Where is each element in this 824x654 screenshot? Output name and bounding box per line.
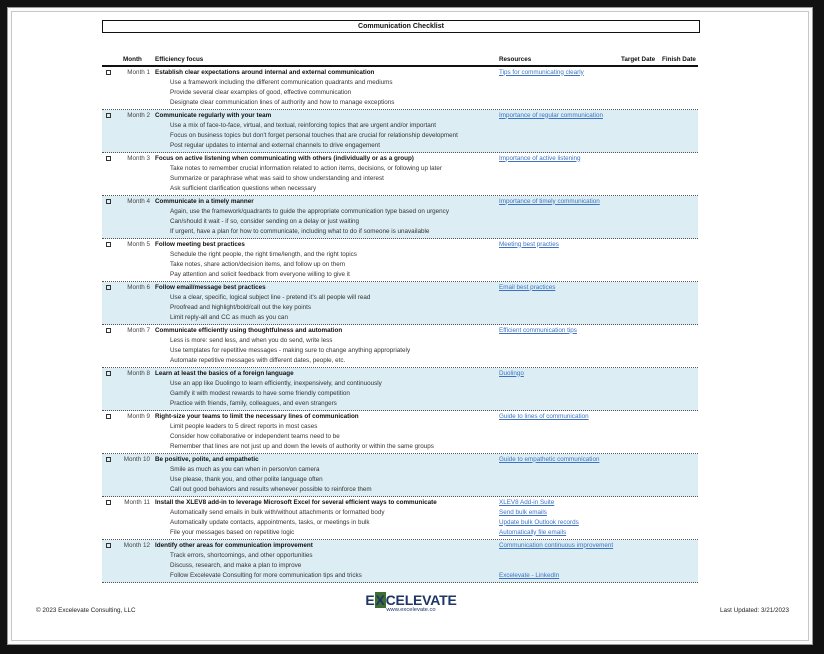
- checklist-row: [102, 110, 698, 153]
- focus-item: Automatically update contacts, appointments, tasks, or meetings in bulk: [170, 518, 370, 526]
- month-label: Month 6: [127, 283, 150, 291]
- month-label: Month 2: [127, 111, 150, 119]
- checklist-row: [102, 196, 698, 239]
- focus-item: Ask sufficient clarification questions when necessary: [170, 184, 317, 192]
- month-label: Month 7: [127, 326, 150, 334]
- month-label: Month 11: [124, 498, 150, 506]
- focus-item: Provide several clear examples of good, effective communication: [170, 88, 352, 96]
- focus-item: Again, use the framework/quadrants to guide the appropriate communication type based on urgency: [170, 207, 449, 215]
- logo-x-mark-icon: X: [375, 592, 385, 608]
- resource-link[interactable]: Send bulk emails: [499, 508, 547, 516]
- excelevate-logo[interactable]: [358, 592, 464, 613]
- resource-link[interactable]: Guide to lines of communication: [499, 412, 589, 420]
- column-headers: [102, 54, 698, 67]
- focus-item: Use an app like Duolingo to learn efficiently, inexpensively, and continuously: [170, 379, 382, 387]
- focus-item: Focus on business topics but don't forget personal touches that are crucial for relationship development: [170, 131, 458, 139]
- month-label: Month 4: [127, 197, 150, 205]
- focus-item: If urgent, have a plan for how to communicate, including what to do if someone is unavailable: [170, 227, 430, 235]
- header-efficiency-focus: Efficiency focus: [155, 56, 204, 63]
- resource-link[interactable]: Communication continuous improvement: [499, 541, 614, 549]
- logo-url: www.excelevate.co: [386, 607, 436, 613]
- resource-link[interactable]: XLEV8 Add-in Suite: [499, 498, 555, 506]
- resource-link[interactable]: Importance of timely communication: [499, 197, 600, 205]
- checklist-row: [102, 497, 698, 540]
- checklist-row: [102, 153, 698, 196]
- focus-item: Use a framework including the different communication quadrants and mediums: [170, 78, 393, 86]
- resource-link[interactable]: Excelevate - LinkedIn: [499, 571, 560, 579]
- focus-item: Proofread and highlight/bold/call out the key points: [170, 303, 312, 311]
- focus-item: Pay attention and solicit feedback from everyone willing to give it: [170, 270, 350, 278]
- checklist-row: [102, 325, 698, 368]
- focus-item: Remember that lines are not just up and down the levels of authority or within the same groups: [170, 442, 434, 450]
- month-label: Month 8: [127, 369, 150, 377]
- focus-heading: Establish clear expectations around internal and external communication: [155, 68, 375, 76]
- month-label: Month 9: [127, 412, 150, 420]
- resource-link[interactable]: Efficient communication tips: [499, 326, 577, 334]
- header-month: Month: [123, 56, 142, 63]
- resource-link[interactable]: Tips for communicating clearly: [499, 68, 584, 76]
- resource-link[interactable]: Automatically file emails: [499, 528, 567, 536]
- focus-item: Post regular updates to internal and external channels to drive engagement: [170, 141, 381, 149]
- focus-item: Designate clear communication lines of authority and how to manage exceptions: [170, 98, 395, 106]
- last-updated-text: Last Updated: 3/21/2023: [720, 607, 789, 614]
- checklist-table: [102, 67, 698, 583]
- focus-item: Summarize or paraphrase what was said to show understanding and interest: [170, 174, 384, 182]
- document-title: Communication Checklist: [102, 20, 700, 33]
- focus-heading: Be positive, polite, and empathetic: [155, 455, 259, 463]
- focus-item: Use templates for repetitive messages - making sure to change anything appropriately: [170, 346, 411, 354]
- resource-link[interactable]: Guide to empathetic communication: [499, 455, 600, 463]
- focus-heading: Communicate efficiently using thoughtfulness and automation: [155, 326, 343, 334]
- focus-item: Use a clear, specific, logical subject line - pretend it's all people will read: [170, 293, 371, 301]
- focus-item: Consider how collaborative or independent teams need to be: [170, 432, 340, 440]
- focus-item: Less is more: send less, and when you do send, write less: [170, 336, 333, 344]
- focus-item: Practice with friends, family, colleagues, and even strangers: [170, 399, 337, 407]
- focus-item: Take notes, share action/decision items, and follow up on them: [170, 260, 346, 268]
- focus-item: Gamify it with modest rewards to have some friendly competition: [170, 389, 350, 397]
- focus-item: Call out good behaviors and results whenever possible to reinforce them: [170, 485, 372, 493]
- focus-heading: Focus on active listening when communicating with others (individually or as a group): [155, 154, 414, 162]
- checklist-row: [102, 239, 698, 282]
- logo-suffix: CELEVATE: [385, 592, 457, 608]
- focus-item: Use please, thank you, and other polite language often: [170, 475, 323, 483]
- focus-item: Automatically send emails in bulk with/without attachments or formatted body: [170, 508, 385, 516]
- checklist-row: [102, 454, 698, 497]
- focus-heading: Follow email/message best practices: [155, 283, 266, 291]
- focus-heading: Communicate in a timely manner: [155, 197, 254, 205]
- month-label: Month 12: [123, 541, 150, 549]
- focus-item: File your messages based on repetitive logic: [170, 528, 295, 536]
- focus-item: Schedule the right people, the right time/length, and the right topics: [170, 250, 357, 258]
- resource-link[interactable]: Update bulk Outlook records: [499, 518, 579, 526]
- header-finish-date: Finish Date: [662, 56, 696, 63]
- checklist-row: [102, 540, 698, 583]
- focus-heading: Learn at least the basics of a foreign language: [155, 369, 294, 377]
- resource-link[interactable]: Meeting best practies: [499, 240, 559, 248]
- focus-item: Take notes to remember crucial information related to action items, decisions, or following up later: [170, 164, 442, 172]
- resource-link[interactable]: Importance of regular communication: [499, 111, 603, 119]
- copyright-text: © 2023 Excelevate Consulting, LLC: [36, 607, 136, 614]
- checklist-row: [102, 411, 698, 454]
- month-label: Month 5: [127, 240, 150, 248]
- focus-item: Use a mix of face-to-face, virtual, and textual, reinforcing topics that are urgent and/or important: [170, 121, 437, 129]
- focus-item: Discuss, research, and make a plan to improve: [170, 561, 302, 569]
- header-resources: Resources: [499, 56, 532, 63]
- checklist-row: [102, 368, 698, 411]
- focus-heading: Identify other areas for communication improvement: [155, 541, 313, 549]
- focus-heading: Follow meeting best practices: [155, 240, 245, 248]
- resource-link[interactable]: Duolingo: [499, 369, 524, 377]
- focus-heading: Right-size your teams to limit the necessary lines of communication: [155, 412, 359, 420]
- logo-e: E: [365, 592, 375, 608]
- focus-item: Track errors, shortcomings, and other opportunities: [170, 551, 313, 559]
- focus-item: Follow Excelevate Consulting for more communication tips and tricks: [170, 571, 362, 579]
- month-label: Month 1: [127, 68, 150, 76]
- checklist-row: [102, 67, 698, 110]
- focus-item: Limit people leaders to 5 direct reports in most cases: [170, 422, 318, 430]
- focus-item: Smile as much as you can when in person/on camera: [170, 465, 320, 473]
- focus-item: Automate repetitive messages with different dates, people, etc.: [170, 356, 346, 364]
- resource-link[interactable]: Email best practices: [499, 283, 556, 291]
- checklist-row: [102, 282, 698, 325]
- logo-wordmark: [358, 592, 464, 608]
- month-label: Month 3: [127, 154, 150, 162]
- focus-item: Limit reply-all and CC as much as you can: [170, 313, 288, 321]
- month-label: Month 10: [123, 455, 150, 463]
- focus-heading: Install the XLEV8 add-in to leverage Microsoft Excel for several efficient ways to communicate: [155, 498, 437, 506]
- header-target-date: Target Date: [621, 56, 656, 63]
- focus-heading: Communicate regularly with your team: [155, 111, 272, 119]
- focus-item: Can/should it wait - if so, consider sending on a delay or just waiting: [170, 217, 360, 225]
- resource-link[interactable]: Importance of active listening: [499, 154, 581, 162]
